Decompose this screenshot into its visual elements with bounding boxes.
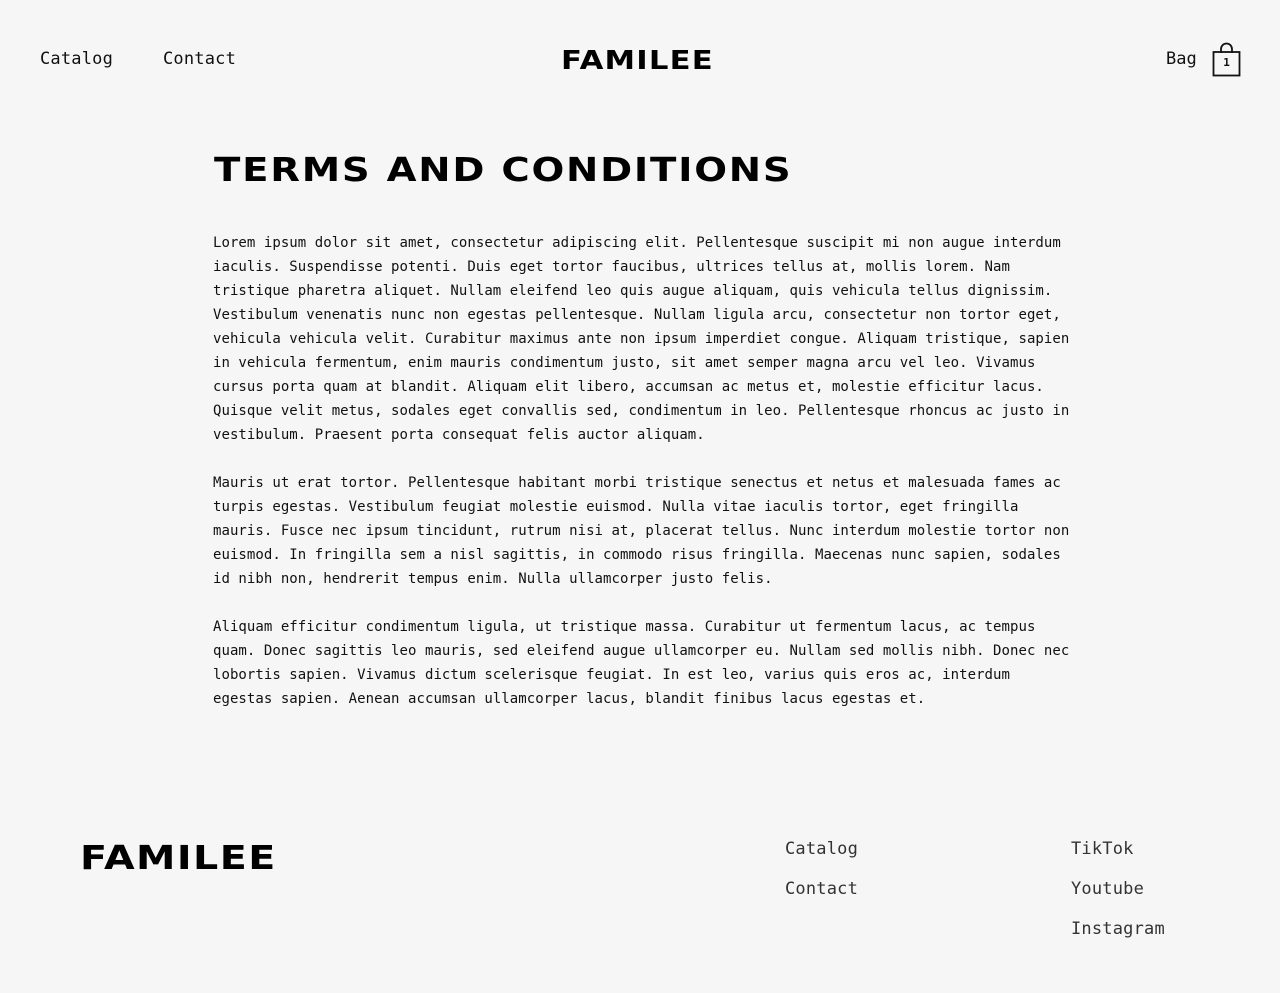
footer-link-contact[interactable]: Contact bbox=[785, 879, 859, 899]
nav-link-contact[interactable]: Contact bbox=[163, 49, 237, 69]
page-title: TERMS AND CONDITIONS bbox=[214, 150, 793, 189]
terms-section bbox=[213, 150, 1073, 735]
site-header bbox=[0, 0, 1280, 120]
nav-link-catalog[interactable]: Catalog bbox=[40, 49, 114, 69]
brand-logo[interactable]: FAMILEE bbox=[561, 46, 714, 76]
terms-paragraph: Aliquam efficitur condimentum ligula, ut tristique massa. Curabitur ut fermentum lacus, ac tempus quam. Donec sagittis leo mauris, sed eleifend augue ullamcorper eu. Nullam sed mollis nibh. Donec nec lobortis sapien. Vivamus dictum scelerisque feugiat. In est leo, varius quis eros ac, interdum egestas sapien. Aenean accumsan ullamcorper lacus, blandit finibus lacus egestas et. bbox=[213, 619, 1070, 707]
footer-link-instagram[interactable]: Instagram bbox=[1071, 919, 1165, 939]
footer-brand-logo[interactable]: FAMILEE bbox=[80, 838, 277, 877]
footer-link-tiktok[interactable]: TikTok bbox=[1071, 839, 1134, 859]
terms-content bbox=[213, 231, 1073, 711]
footer-link-youtube[interactable]: Youtube bbox=[1071, 879, 1145, 899]
bag-count-badge: 1 bbox=[1223, 56, 1230, 69]
bag-link[interactable]: Bag bbox=[1166, 49, 1197, 69]
terms-paragraph: Mauris ut erat tortor. Pellentesque habitant morbi tristique senectus et netus et malesuada fames ac turpis egestas. Vestibulum feugiat molestie euismod. Nulla vitae iaculis tortor, eget fringilla mauris. Fusce nec ipsum tincidunt, rutrum nisi at, placerat tellus. Nunc interdum molestie tortor non euismod. In fringilla sem a nisl sagittis, in commodo risus fringilla. Maecenas nunc sapien, sodales id nibh non, hendrerit tempus enim. Nulla ullamcorper justo felis. bbox=[213, 475, 1070, 587]
shopping-bag-icon[interactable] bbox=[1212, 42, 1241, 77]
footer-link-catalog[interactable]: Catalog bbox=[785, 839, 859, 859]
terms-paragraph: Lorem ipsum dolor sit amet, consectetur adipiscing elit. Pellentesque suscipit mi non augue interdum iaculis. Suspendisse potenti. Duis eget tortor faucibus, ultrices tellus at, mollis lorem. Nam tristique pharetra aliquet. Nullam eleifend leo quis augue aliquam, quis vehicula tellus dignissim. Vestibulum venenatis nunc non egestas pellentesque. Nullam ligula arcu, consectetur non tortor eget, vehicula vehicula velit. Curabitur maximus ante non ipsum imperdiet congue. Aliquam tristique, sapien in vehicula fermentum, enim mauris condimentum justo, sit amet semper magna arcu vel leo. Vivamus cursus porta quam at blandit. Aliquam elit libero, accumsan ac metus et, molestie efficitur lacus. Quisque velit metus, sodales eget convallis sed, condimentum in leo. Pellentesque rhoncus ac justo in vestibulum. Praesent porta consequat felis auctor aliquam. bbox=[213, 235, 1070, 443]
